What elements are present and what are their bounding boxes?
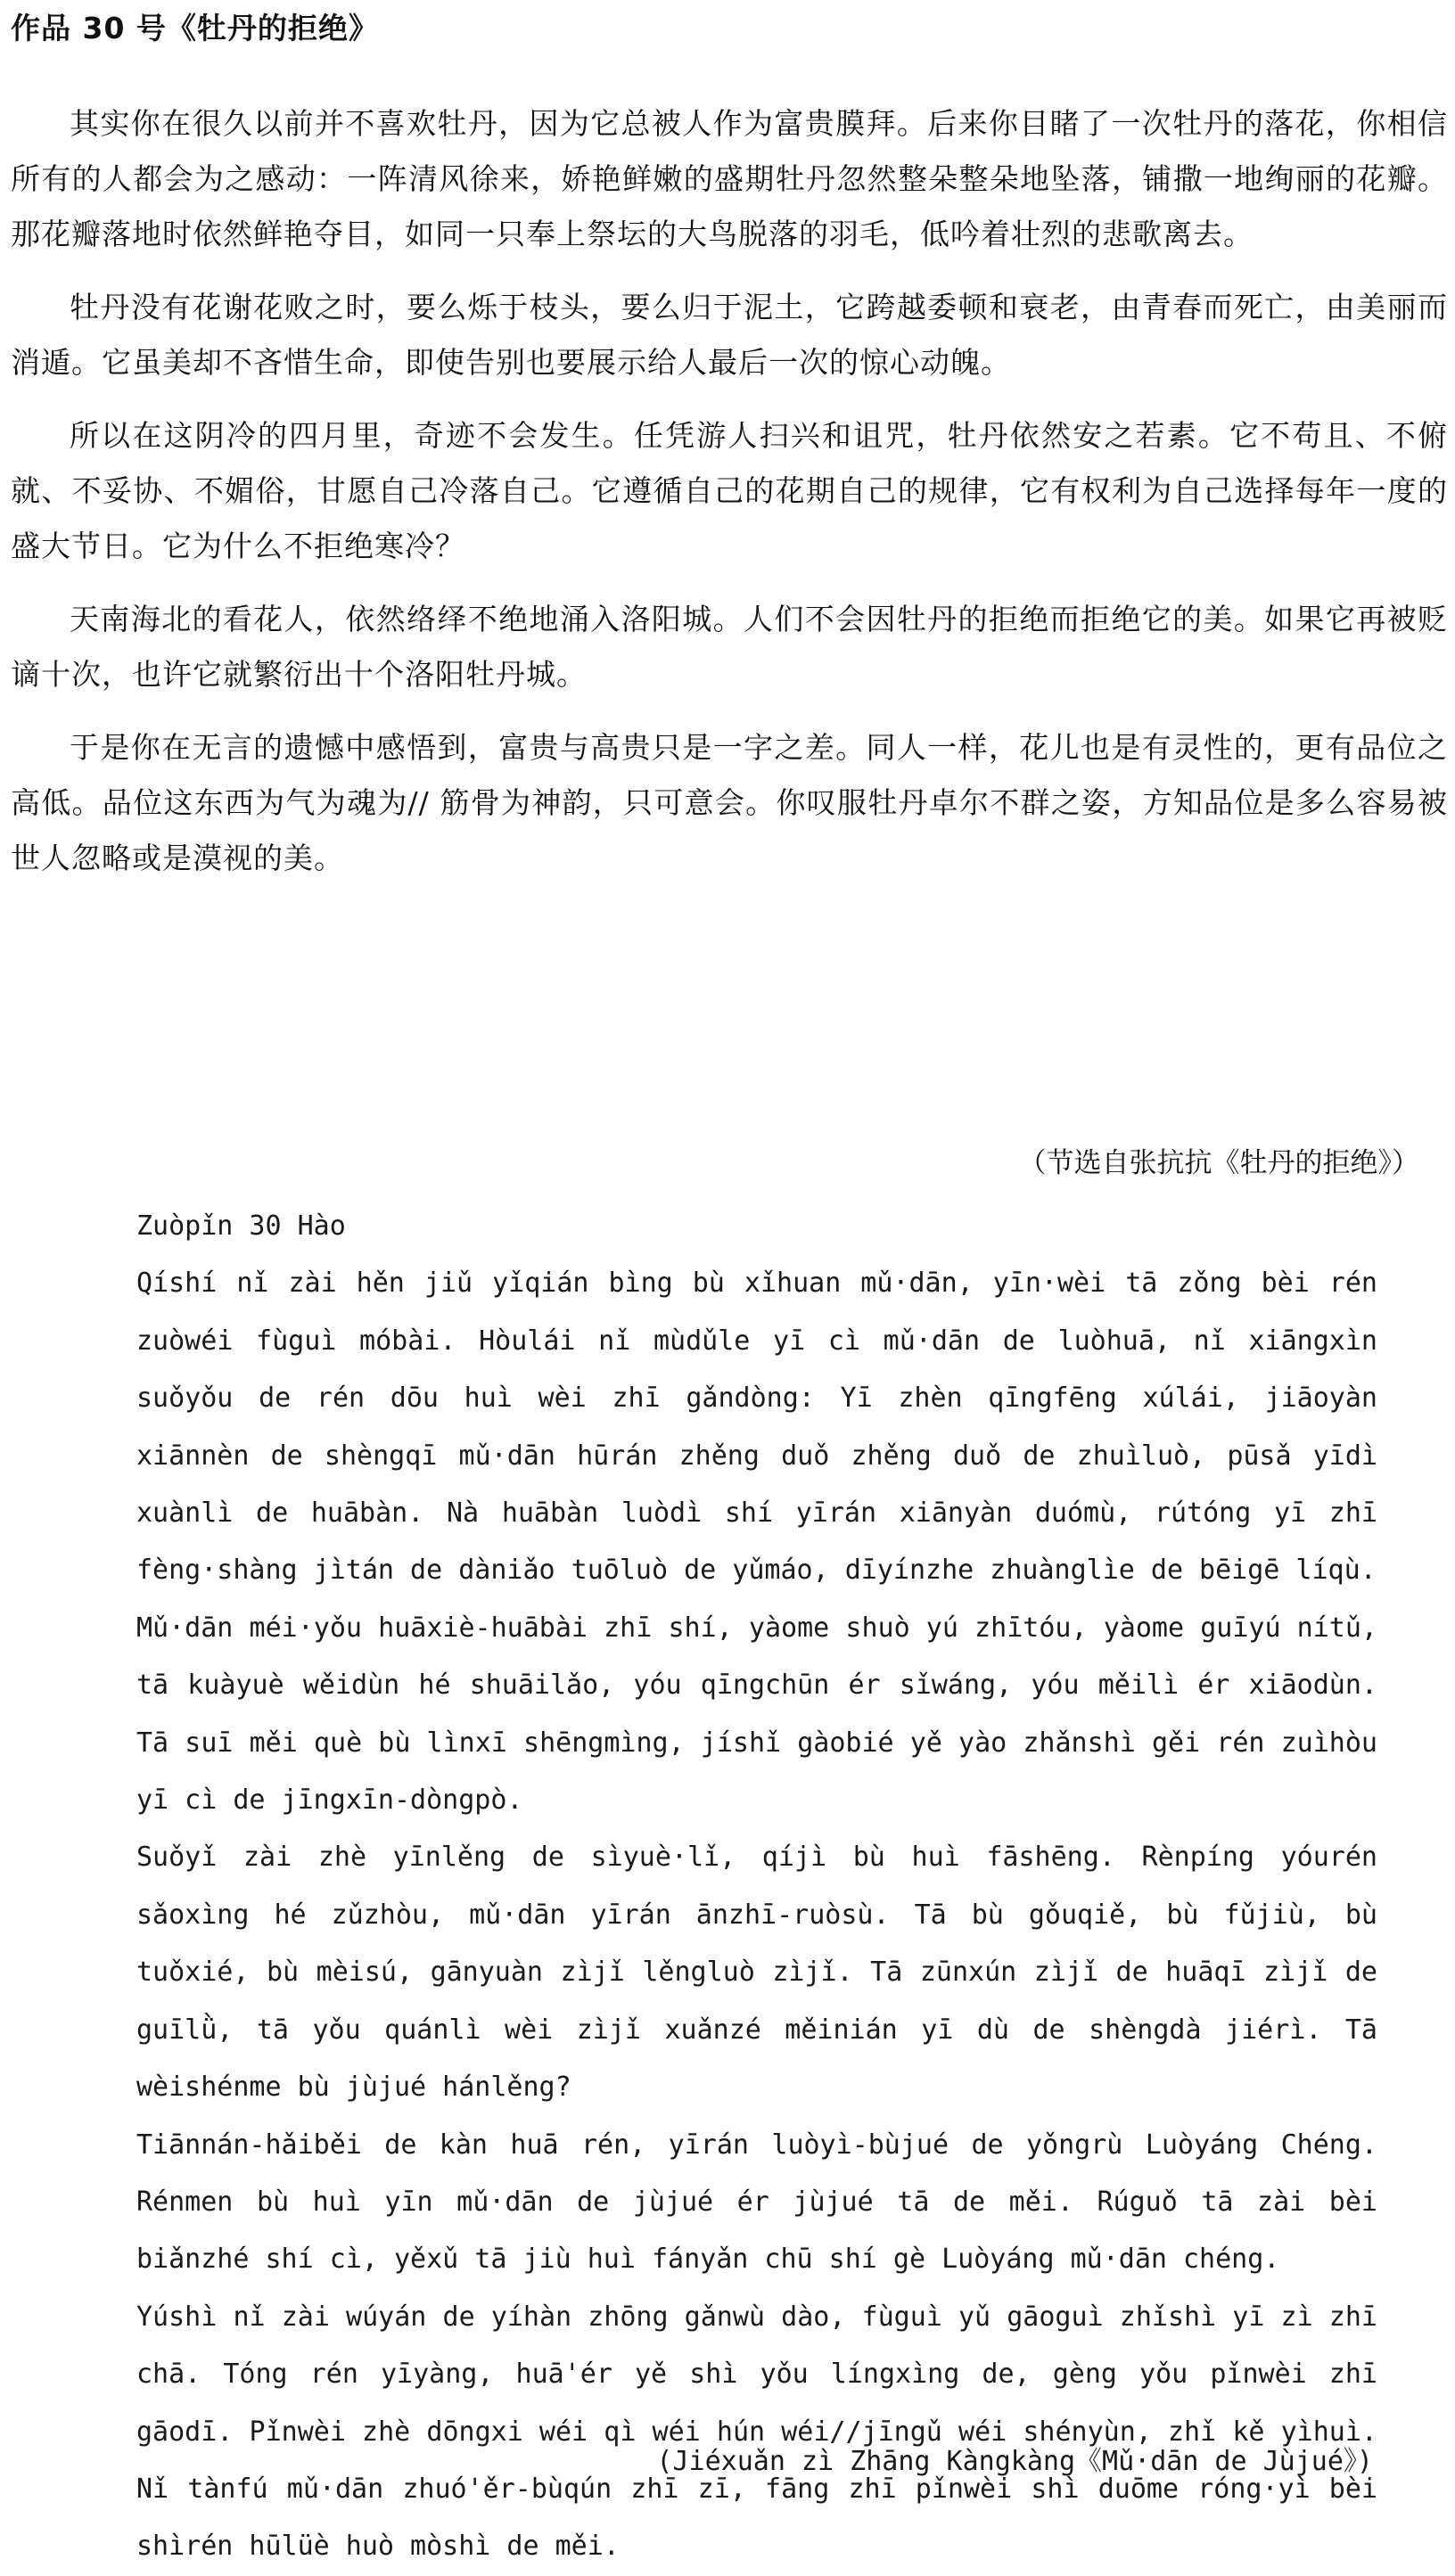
pinyin-paragraph: Suǒyǐ zài zhè yīnlěng de sìyuè·lǐ, qíjì bù huì fāshēng. Rènpíng yóurén sǎoxìng hé zǔzhòu, mǔ·dān yīrán ānzhī-ruòsù. Tā bù gǒuqiě, bù fǔjiù, bù tuǒxié, bù mèisú, gānyuàn zìjǐ lěngluò zìjǐ. Tā zūnxún zìjǐ de huāqī zìjǐ de guīlǜ, tā yǒu quánlì wèi zìjǐ xuǎnzé měinián yī dù de shèngdà jiérì. Tā wèishénme bù jùjué hánlěng? xyxy=(136,1842,1377,2104)
pinyin-paragraph: Mǔ·dān méi·yǒu huāxiè-huābài zhī shí, yàome shuò yú zhītóu, yàome guīyú nítǔ, tā kuàyuè wěidùn hé shuāilǎo, yóu qīngchūn ér sǐwáng, yóu měilì ér xiāodùn. Tā suī měi què bù lìnxī shēngmìng, jíshǐ gàobié yě yào zhǎnshì gěi rén zuìhòu yī cì de jīngxīn-dòngpò. xyxy=(136,1612,1377,1817)
chinese-paragraph: 其实你在很久以前并不喜欢牡丹，因为它总被人作为富贵膜拜。后来你目睹了一次牡丹的落花，你相信所有的人都会为之感动：一阵清风徐来，娇艳鲜嫩的盛期牡丹忽然整朵整朵地坠落，铺撒一地绚丽的花瓣。那花瓣落地时依然鲜艳夺目，如同一只奉上祭坛的大鸟脱落的羽毛，低吟着壮烈的悲歌离去。 xyxy=(11,106,1448,251)
chinese-text-block xyxy=(11,96,1448,904)
pinyin-heading: Zuòpǐn 30 Hào xyxy=(136,1210,346,1242)
chinese-paragraph: 天南海北的看花人，依然络绎不绝地涌入洛阳城。人们不会因牡丹的拒绝而拒绝它的美。如果它再被贬谪十次，也许它就繁衍出十个洛阳牡丹城。 xyxy=(11,602,1448,692)
chinese-paragraph: 于是你在无言的遗憾中感悟到，富贵与高贵只是一字之差。同人一样，花儿也是有灵性的，更有品位之高低。品位这东西为气为魂为// 筋骨为神韵，只可意会。你叹服牡丹卓尔不群之姿，方知品位是多么容易被世人忽略或是漠视的美。 xyxy=(11,730,1448,875)
chinese-paragraph: 所以在这阴冷的四月里，奇迹不会发生。任凭游人扫兴和诅咒，牡丹依然安之若素。它不苟且、不俯就、不妥协、不媚俗，甘愿自己冷落自己。它遵循自己的花期自己的规律，它有权利为自己选择每年一度的盛大节日。它为什么不拒绝寒冷？ xyxy=(11,418,1448,563)
pinyin-paragraph: Tiānnán-hǎiběi de kàn huā rén, yīrán luòyì-bùjué de yǒngrù Luòyáng Chéng. Rénmen bù huì yīn mǔ·dān de jùjué ér jùjué tā de měi. Rúguǒ tā zài bèi biǎnzhé shí cì, yěxǔ tā jiù huì fányǎn chū shí gè Luòyáng mǔ·dān chéng. xyxy=(136,2129,1377,2276)
pinyin-paragraph: Yúshì nǐ zài wúyán de yíhàn zhōng gǎnwù dào, fùguì yǔ gāoguì zhǐshì yī zì zhī chā. Tóng rén yīyàng, huā'ér yě shì yǒu língxìng de, gèng yǒu pǐnwèi zhī gāodī. Pǐnwèi zhè dōngxi wéi qì wéi hún wéi//jīngǔ wéi shényùn, zhǐ kě yìhuì. Nǐ tànfú mǔ·dān zhuó'ěr-bùqún zhī zī, fāng zhī pǐnwèi shì duōme róng·yì bèi shìrén hūlüè huò mòshì de měi. xyxy=(136,2301,1377,2563)
pinyin-source-citation: (Jiéxuǎn zì Zhāng Kàngkàng《Mǔ·dān de Jùjué》) xyxy=(656,2446,1373,2477)
pinyin-text-block xyxy=(136,1198,1377,2576)
document-title: 作品 30 号《牡丹的拒绝》 xyxy=(11,11,379,45)
chinese-paragraph: 牡丹没有花谢花败之时，要么烁于枝头，要么归于泥土，它跨越委顿和衰老，由青春而死亡，由美丽而消遁。它虽美却不吝惜生命，即使告别也要展示给人最后一次的惊心动魄。 xyxy=(11,290,1448,380)
pinyin-paragraph: Qíshí nǐ zài hěn jiǔ yǐqián bìng bù xǐhuan mǔ·dān, yīn·wèi tā zǒng bèi rén zuòwéi fùguì móbài. Hòulái nǐ mùdǔle yī cì mǔ·dān de luòhuā, nǐ xiāngxìn suǒyǒu de rén dōu huì wèi zhī gǎndòng: Yī zhèn qīngfēng xúlái, jiāoyàn xiānnèn de shèngqī mǔ·dān hūrán zhěng duǒ zhěng duǒ de zhuìluò, pūsǎ yīdì xuànlì de huābàn. Nà huābàn luòdì shí yīrán xiānyàn duómù, rútóng yī zhī fèng·shàng jìtán de dàniǎo tuōluò de yǔmáo, dīyínzhe zhuànglìe de bēigē líqù. xyxy=(136,1267,1377,1587)
chinese-source-citation: （节选自张抗抗《牡丹的拒绝》） xyxy=(1018,1147,1419,1179)
